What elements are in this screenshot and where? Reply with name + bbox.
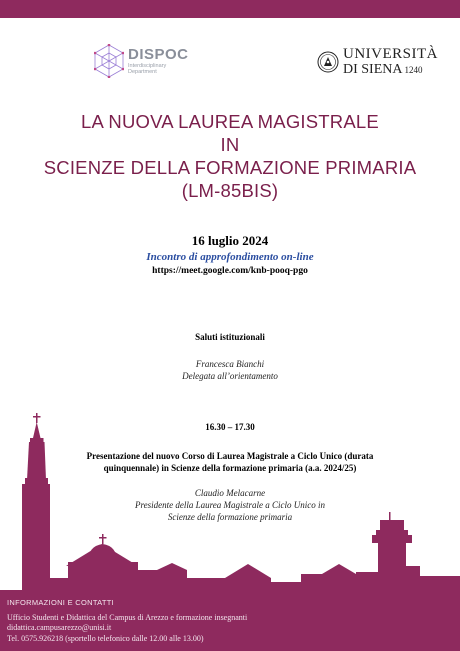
speaker-1-role: Delegata all’orientamento — [182, 371, 278, 381]
speaker-2-role-2: Scienze della formazione primaria — [167, 512, 293, 522]
footer-contacts — [7, 598, 247, 644]
title-line-2: IN — [220, 134, 240, 155]
unisi-year: 1240 — [404, 65, 423, 75]
footer-office: Ufficio Studenti e Didattica del Campus di Arezzo e formazione insegnanti — [7, 612, 248, 622]
session-time: 16.30 – 17.30 — [205, 422, 255, 432]
presentation-line-2: quinquennale) in Scienze della formazione primaria (a.a. 2024/25) — [103, 463, 357, 473]
title-line-4: (LM-85BIS) — [181, 180, 279, 201]
title-line-3: SCIENZE DELLA FORMAZIONE PRIMARIA — [43, 157, 417, 178]
dispoc-subtitle-2: Department — [128, 69, 157, 75]
title-line-1: LA NUOVA LAUREA MAGISTRALE — [81, 111, 379, 132]
dispoc-name: DISPOC — [128, 45, 189, 63]
unisi-name-line1: UNIVERSITÀ — [343, 46, 438, 62]
speaker-1-name: Francesca Bianchi — [195, 359, 265, 369]
greeting-title: Saluti istituzionali — [195, 332, 265, 342]
footer-phone: Tel. 0575.926218 (sportello telefonico dalle 12.00 alle 13.00) — [7, 633, 204, 643]
event-date: 16 luglio 2024 — [191, 233, 269, 248]
event-subtitle: Incontro di approfondimento on-line — [146, 251, 314, 263]
meeting-link[interactable]: https://meet.google.com/knb-pooq-pgo — [152, 266, 308, 276]
footer-heading: INFORMAZIONI E CONTATTI — [7, 598, 115, 607]
unisi-name-line2: DI SIENA — [343, 62, 403, 77]
speaker-2-name: Claudio Melacarne — [194, 488, 266, 498]
dispoc-subtitle-1: Interdisciplinary — [128, 62, 167, 69]
speaker-2-role-1: Presidente della Laurea Magistrale a Ciclo Unico in — [134, 500, 326, 510]
presentation-line-1: Presentazione del nuovo Corso di Laurea Magistrale a Ciclo Unico (durata — [86, 451, 374, 461]
footer-email[interactable]: didattica.campusarezzo@unisi.it — [7, 623, 112, 632]
